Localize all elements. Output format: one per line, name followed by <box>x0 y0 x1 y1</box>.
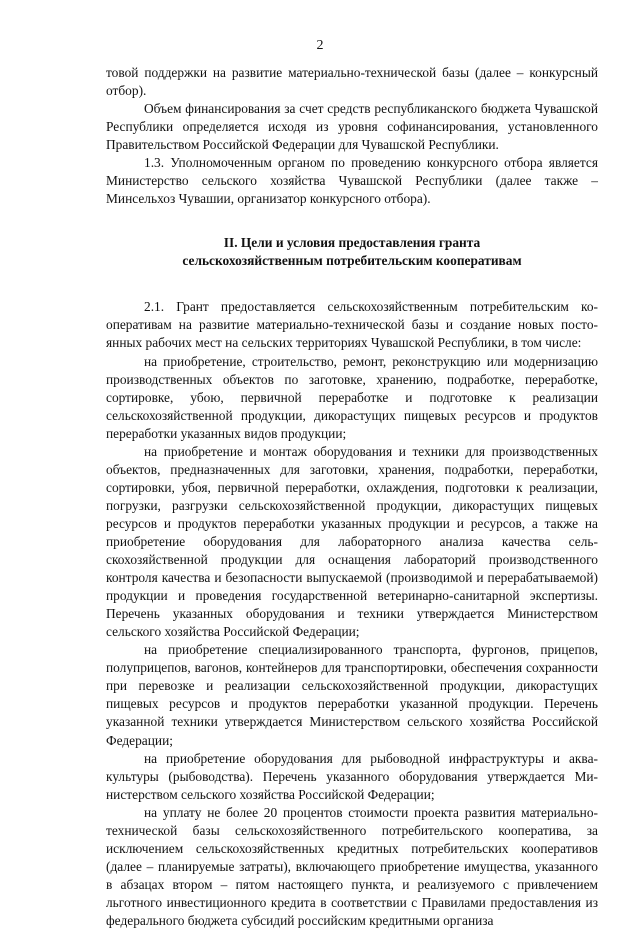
paragraph-financing: Объем финансирования за счет средств республиканского бюджета Чувашской Республики определяется исходя из уровня софинансирования, установленного Правительством Российской Федерации для Чувашской Республики. <box>106 101 598 153</box>
section-heading-line-1: II. Цели и условия предоставления гранта <box>223 235 481 251</box>
list-item-cost-payment: на уплату не более 20 процентов стоимости проекта развития материально-технической базы сельскохозяйственного потребительского кооператива, за исключением сельскохозяйственных кредитных потребительских кооперативов (далее – планируемые затраты), включающего приобретение имущества, указанного в абзацах втором – пятом настоящего пункта, и реализуемого с привлечением льготного инвестиционного кредита в соответствии с Правилами предоставления из федерального бюджета субсидий российским кредитными организа <box>106 804 598 928</box>
paragraph-continuation: товой поддержки на развитие материально-технической базы (далее – конкурсный отбор). <box>106 65 598 99</box>
paragraph-1-3: 1.3. Уполномоченным органом по проведению конкурсного отбора является Министерство сельского хозяйства Чувашской Республики (далее также – Минсельхоз Чувашии, организатор конкурсного отбора). <box>106 155 598 207</box>
section-heading <box>106 234 598 270</box>
list-item-aquaculture: на приобретение оборудования для рыбоводной инфраструктуры и аквакультуры (рыбоводства). Перечень указанного оборудования утверждается Министерством сельского хозяйства Российской Федерации; <box>106 750 598 802</box>
section-heading-line-2: сельскохозяйственным потребительским кооперативам <box>182 253 522 269</box>
list-item-transport: на приобретение специализированного транспорта, фургонов, прицепов, полуприцепов, вагонов, контейнеров для транспортировки, обеспечения сохранности при перевозке и реализации сельскохозяйственной продукции, дикорастущих пищевых ресурсов и продуктов переработки указанной продукции. Перечень указанной техники утверждается Министерством сельского хозяйства Российской Федерации; <box>106 642 598 748</box>
list-item-production-facilities: на приобретение, строительство, ремонт, реконструкцию или модернизацию производственных объектов по заготовке, хранению, подработке, переработке, сортировке, убою, первичной переработке и подготовке к реализации сельскохозяйственной продукции, дикорастущих пищевых ресурсов и продуктов переработки указанных видов продукции; <box>106 353 598 441</box>
list-item-equipment: на приобретение и монтаж оборудования и техники для производственных объектов, предназначенных для заготовки, хранения, подработки, переработки, сортировки, убоя, первичной переработки, охлаждения, подготовки к реализации, погрузки, разгрузки сельскохозяйственной продукции, дикорастущих пищевых ресурсов и продуктов переработки указанных продукции и ресурсов, а также на приобретение оборудования для лабораторного анализа качества сельскохозяйственной продукции для оснащения лабораторий производственного контроля качества и безопасности выпускаемой (производимой и перерабатываемой) продукции и проведения государственной ветеринарно-санитарной экспертизы. Перечень указанных оборудования и техники утверждается Министерством сельского хозяйства Российской Федерации; <box>106 443 598 640</box>
paragraph-2-1: 2.1. Грант предоставляется сельскохозяйственным потребительским кооперативам на развитие материально-технической базы и создание новых постоянных рабочих мест на сельских территориях Чувашской Республики, в том числе: <box>106 299 598 351</box>
page-number: 2 <box>316 38 324 53</box>
document-body <box>106 64 598 930</box>
